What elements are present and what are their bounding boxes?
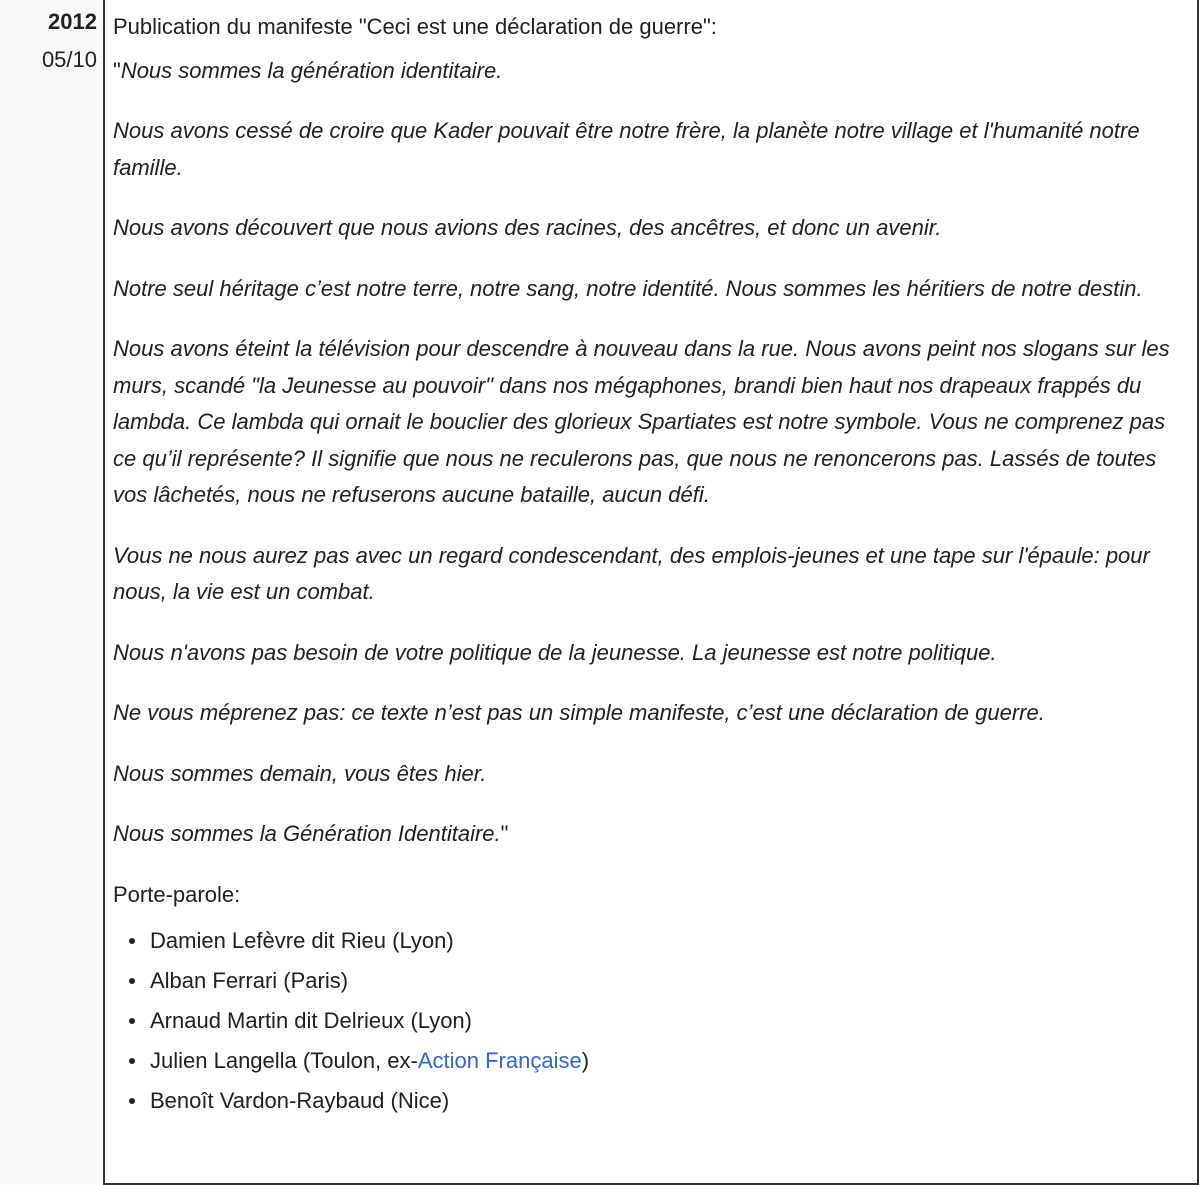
manifesto-paragraph: Ne vous méprenez pas: ce texte n’est pas un simple manifeste, c’est une déclaration de guerre. [113, 700, 1045, 725]
opening-quote: " [113, 57, 121, 83]
manifesto-paragraph: Notre seul héritage c’est notre terre, notre sang, notre identité. Nous sommes les héritiers de notre destin. [113, 275, 1143, 301]
spokesperson-name: Alban Ferrari (Paris) [150, 968, 349, 993]
manifesto-paragraph [113, 816, 1193, 853]
manifesto-paragraph-text: Nous sommes la Génération Identitaire. [113, 821, 501, 846]
action-francaise-link[interactable]: Action Française [417, 1048, 582, 1073]
bullet-icon [129, 1058, 135, 1064]
spokesperson-name-suffix: ) [581, 1048, 590, 1073]
spokespersons-list [113, 921, 1193, 1121]
spokesperson-name: Arnaud Martin dit Delrieux (Lyon) [150, 1008, 472, 1033]
manifesto-paragraph: Nous avons cessé de croire que Kader pouvait être notre frère, la planète notre village et l'humanité notre famille. [113, 118, 1140, 180]
bullet-icon [129, 978, 135, 984]
manifesto-paragraph [113, 53, 1193, 90]
list-item [113, 1081, 1193, 1121]
event-cell [113, 9, 1193, 1121]
intro-text: Publication du manifeste "Ceci est une déclaration de guerre": [113, 14, 717, 39]
day-month-label: 05/10 [41, 47, 97, 72]
list-item [113, 1041, 1193, 1081]
spokesperson-name-prefix: Julien Langella (Toulon, ex- [150, 1048, 418, 1073]
year-label: 2012 [48, 9, 97, 34]
date-cell [0, 0, 105, 1185]
manifesto-paragraph: Nous avons éteint la télévision pour descendre à nouveau dans la rue. Nous avons peint nos slogans sur les murs, scandé "la Jeunesse au pouvoir" dans nos mégaphones, brandi bien haut nos drapeaux frappés du lambda. Ce lambda qui ornait le bouclier des glorieux Spartiates est notre symbole. Vous ne comprenez pas ce qu’il représente? Il signifie que nous ne reculerons pas, que nous ne renoncerons pas. Lassés de toutes vos lâchetés, nous ne refuserons aucune bataille, aucun défi. [113, 336, 1170, 507]
closing-quote: " [500, 821, 509, 846]
manifesto-paragraph: Nous sommes demain, vous êtes hier. [113, 760, 487, 786]
list-item [113, 961, 1193, 1001]
bullet-icon [129, 1098, 135, 1104]
bullet-icon [129, 938, 135, 944]
list-item [113, 921, 1193, 961]
manifesto-paragraph: Nous n'avons pas besoin de votre politique de la jeunesse. La jeunesse est notre politique. [113, 639, 997, 665]
bullet-icon [129, 1018, 135, 1024]
manifesto-paragraph: Vous ne nous aurez pas avec un regard condescendant, des emplois-jeunes et une tape sur l'épaule: pour nous, la vie est un combat. [113, 542, 1150, 604]
spokespersons-heading: Porte-parole: [113, 881, 241, 907]
manifesto-paragraph-text: Nous sommes la génération identitaire. [120, 57, 503, 83]
spokesperson-name: Benoît Vardon-Raybaud (Nice) [150, 1088, 450, 1113]
list-item [113, 1001, 1193, 1041]
manifesto-paragraph: Nous avons découvert que nous avions des racines, des ancêtres, et donc un avenir. [113, 215, 942, 240]
spokesperson-name: Damien Lefèvre dit Rieu (Lyon) [150, 928, 454, 953]
